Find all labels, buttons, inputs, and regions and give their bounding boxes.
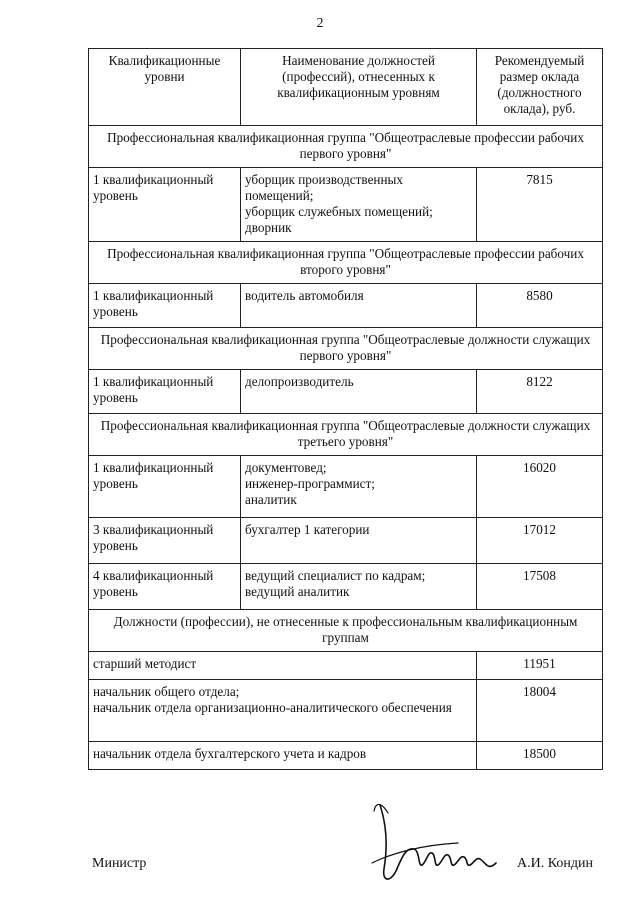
level-cell: 1 квалификационный уровень [89, 284, 241, 328]
salary-cell: 18500 [477, 742, 603, 770]
positions-cell: старший методист [89, 652, 477, 680]
positions-cell: водитель автомобиля [241, 284, 477, 328]
page-number: 2 [316, 16, 324, 31]
level-cell: 1 квалификационный уровень [89, 370, 241, 414]
group-row [89, 328, 603, 370]
header-positions: Наименование должностей (профессий), отнесенных к квалификационным уровням [241, 49, 477, 126]
positions-cell: бухгалтер 1 категории [241, 518, 477, 564]
minister-label: Министр [92, 856, 147, 871]
salary-cell: 8580 [477, 284, 603, 328]
positions-cell: начальник отдела бухгалтерского учета и кадров [89, 742, 477, 770]
table-row [89, 680, 603, 742]
table-row [89, 370, 603, 414]
group-title: Профессиональная квалификационная группа "Общеотраслевые должности служащих первого уровня" [89, 328, 603, 370]
salary-cell: 16020 [477, 456, 603, 518]
positions-cell: ведущий специалист по кадрам; ведущий аналитик [241, 564, 477, 610]
signature-icon [362, 793, 512, 893]
salary-cell: 17012 [477, 518, 603, 564]
table-row [89, 742, 603, 770]
table-row [89, 518, 603, 564]
group-row [89, 126, 603, 168]
salary-cell: 11951 [477, 652, 603, 680]
salary-table-body [89, 49, 603, 770]
salary-cell: 17508 [477, 564, 603, 610]
table-row [89, 284, 603, 328]
group-title: Профессиональная квалификационная группа "Общеотраслевые профессии рабочих первого уровня" [89, 126, 603, 168]
header-levels: Квалификационные уровни [89, 49, 241, 126]
group-row [89, 414, 603, 456]
table-row [89, 456, 603, 518]
header-row [89, 49, 603, 126]
table-row [89, 168, 603, 242]
level-cell: 3 квалификационный уровень [89, 518, 241, 564]
group-title: Должности (профессии), не отнесенные к профессиональным квалификационным группам [89, 610, 603, 652]
group-row [89, 610, 603, 652]
group-row [89, 242, 603, 284]
minister-name: А.И. Кондин [517, 856, 593, 871]
table-row [89, 564, 603, 610]
header-salary: Рекомендуемый размер оклада (должностного оклада), руб. [477, 49, 603, 126]
level-cell: 1 квалификационный уровень [89, 168, 241, 242]
salary-cell: 7815 [477, 168, 603, 242]
level-cell: 4 квалификационный уровень [89, 564, 241, 610]
positions-cell: начальник общего отдела; начальник отдела организационно-аналитического обеспечения [89, 680, 477, 742]
table-row [89, 652, 603, 680]
positions-cell: уборщик производственных помещений; уборщик служебных помещений; дворник [241, 168, 477, 242]
group-title: Профессиональная квалификационная группа "Общеотраслевые профессии рабочих второго уровня" [89, 242, 603, 284]
positions-cell: документовед; инженер-программист; аналитик [241, 456, 477, 518]
group-title: Профессиональная квалификационная группа "Общеотраслевые должности служащих третьего уровня" [89, 414, 603, 456]
positions-cell: делопроизводитель [241, 370, 477, 414]
salary-cell: 18004 [477, 680, 603, 742]
salary-table [88, 48, 603, 770]
level-cell: 1 квалификационный уровень [89, 456, 241, 518]
salary-cell: 8122 [477, 370, 603, 414]
